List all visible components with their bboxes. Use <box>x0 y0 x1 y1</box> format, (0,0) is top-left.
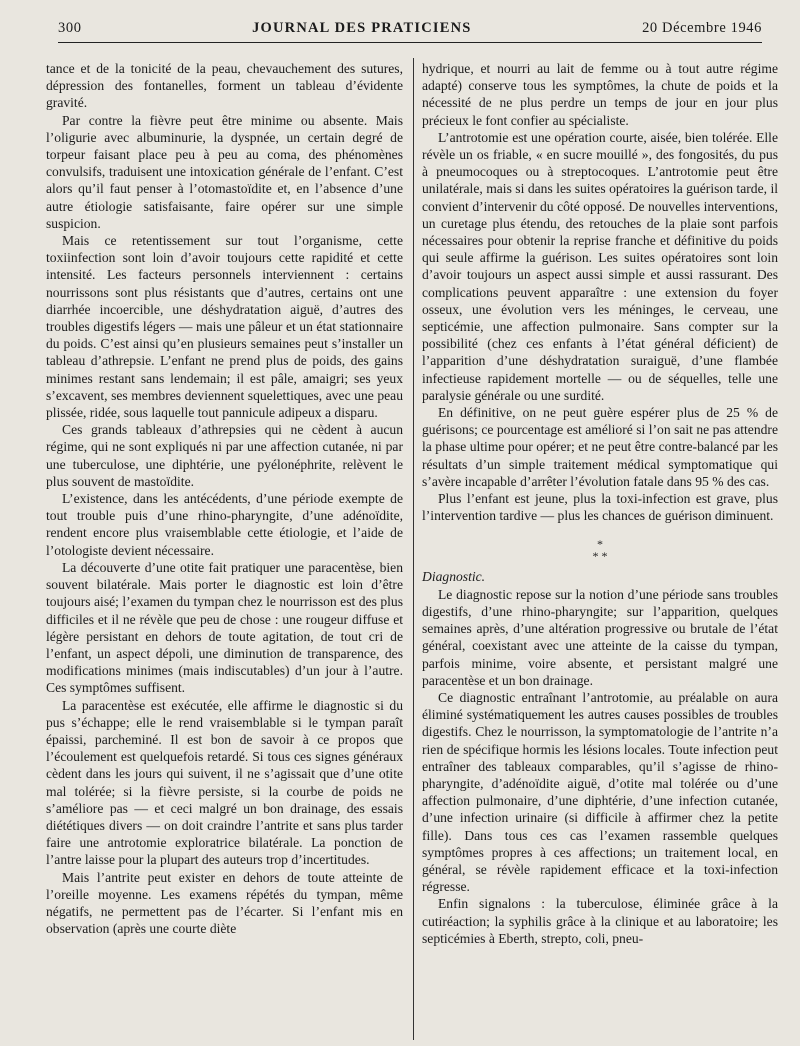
left-column <box>46 60 403 937</box>
paragraph: Plus l’enfant est jeune, plus la toxi-infection est grave, plus l’intervention tardive — plus les chances de guérison diminuent. <box>422 491 778 524</box>
paragraph: L’existence, dans les antécédents, d’une période exempte de tout trouble puis d’une rhino-pharyngite, d’une adénoïdite, rendent encore plus vraisemblable cette étiologie, et l’aide de l’otologiste devient nécessaire. <box>46 491 403 558</box>
paragraph: La paracentèse est exécutée, elle affirme le diagnostic si du pus s’échappe; elle le rend vraisemblable si le tympan paraît épaissi, parcheminé. Il est bon de savoir à ce propos que l’écoulement est quelquefois retardé. Si tous ces signes généraux cèdent dans les jours qui suivent, il ne s’agissait que d’une otite mal tolérée; si la fièvre persiste, si la courbe de poids ne s’améliore pas — et ceci malgré un bon drainage, des essais diététiques divers — on doit craindre l’antrite et sans plus tarder faire une antrotomie exploratrice bilatérale. La ponction de l’antre laisse pour la plupart des auteurs trop d’incertitudes. <box>46 697 403 868</box>
header-rule <box>58 42 762 43</box>
paragraph: Ces grands tableaux d’athrepsies qui ne cèdent à aucun régime, qui ne sont expliqués ni par une affection cutanée, ni par une tuberculose, une diphtérie, une pyélonéphrite, relèvent le plus souvent de mastoïdite. <box>46 422 403 489</box>
section-heading: Diagnostic. <box>422 569 486 585</box>
paragraph: Mais ce retentissement sur tout l’organisme, cette toxiinfection sont loin d’avoir toujours cette rapidité et cette intensité. Les facteurs personnels interviennent : certains nourrissons sont plus résistants que d’autres, certains ont une diarrhée incoercible, une déshydratation aiguë, d’autres des troubles digestifs légers — mais une pâleur et un état stationnaire du poids. C’est ainsi qu’en plusieurs semaines peut s’installer un tableau d’athrepsie. L’enfant ne prend plus de poids, des gains minimes restant sans lendemain; il est pâle, amaigri; ses yeux s’excavent, ses membres deviennent squelettiques, avec une peau plissée, ridée, sous laquelle tout pannicule adipeux a disparu. <box>46 233 403 421</box>
paragraph: Le diagnostic repose sur la notion d’une période sans troubles digestifs, d’une rhino-pharyngite; sur l’apparition, quelques semaines après, d’une altération progressive ou brutale de l’état général, coexistant avec une atteinte de la caisse du tympan, parfois minime, voire absente, et persistant malgré une paracentèse et un bon drainage. <box>422 586 778 688</box>
paragraph: tance et de la tonicité de la peau, chevauchement des sutures, dépression des fontanelles, forment un tableau d’évidente gravité. <box>46 61 403 111</box>
page-header <box>58 14 762 42</box>
paragraph: Par contre la fièvre peut être minime ou absente. Mais l’oligurie avec albuminurie, la dyspnée, un certain degré de torpeur faisant place peu à peu au coma, des phénomènes convulsifs, traduisent une intoxication générale de l’enfant. C’est alors qu’il faut penser à l’otomastoïdite et, en l’absence d’une autre étiologie satisfaisante, faire opérer sur une simple suspicion. <box>46 112 403 231</box>
paragraph: Mais l’antrite peut exister en dehors de toute atteinte de l’oreille moyenne. Les examens répétés du tympan, même négatifs, ne permettent pas de l’écarter. Si l’enfant mis en observation (après une courte diète <box>46 869 403 937</box>
paragraph: hydrique, et nourri au lait de femme ou à tout autre régime adapté) conserve tous les symptômes, la chute de poids et la nécessité de ne plus perdre un temps de jour en jour plus précieux le font confier au spécialiste. <box>422 61 778 128</box>
page-number: 300 <box>58 19 82 36</box>
paragraph: Ce diagnostic entraînant l’antrotomie, au préalable on aura éliminé systématiquement les autres causes possibles de troubles digestifs. Chez le nourrisson, la symptomatologie de l’antrite n’a rien de spécifique hormis les lésions locales. Toute infection peut entraîner des tableaux comparables, qu’il s’agisse de rhino-pharyngite, d’adénoïdite aiguë, d’otite mal tolérée ou d’une affection pulmonaire, d’une diphtérie, d’une infection cutanée, d’une infection urinaire (si difficile à affirmer chez la petite fille). Dans tous ces cas l’examen rassemble quelques symptômes propres à ces affections; un traitement local, en général, se révèle rapidement efficace et la toxi-infection régresse. <box>422 689 778 895</box>
column-divider <box>413 58 414 1040</box>
paragraph: Enfin signalons : la tuberculose, éliminée grâce à la cutiréaction; la syphilis grâce à la clinique et au laboratoire; les septicémies à Eberth, strepto, coli, pneu- <box>422 896 778 946</box>
issue-date: 20 Décembre 1946 <box>642 19 762 36</box>
paragraph: L’antrotomie est une opération courte, aisée, bien tolérée. Elle révèle un os friable, « en sucre mouillé », des fongosités, du pus à pneumocoques ou à streptocoques. L’antrotomie peut être unilatérale, mais si dans les suites opératoires la guérison tarde, il convient d’intervenir du côté opposé. De nouvelles interventions, un curetage plus étendu, des retouches de la plaie sont parfois nécessaires pour obtenir la reprise franche et définitive du poids qui seule affirme la guérison. Les suites opératoires sont loin d’avoir toujours un aspect aussi simple et aussi rassurant. Des complications peuvent apparaître : une extension du foyer osseux, une évolution vers les méninges, le cerveau, une septicémie, une affection pulmonaire. Sans compter sur la possibilité (chez ces enfants à l’état général déficient) de l’apparition d’une déshydratation suraiguë, d’une flambée infectieuse rapidement mortelle — ou de séquelles, telle une paralysie générale ou une surdité. <box>422 129 778 403</box>
paragraph: En définitive, on ne peut guère espérer plus de 25 % de guérisons; ce pourcentage est amélioré si l’on sait ne pas attendre la phase ultime pour opérer; et ne peut être contre-balancé par les résultats d’un simple traitement médical symptomatique qui s’avère incapable d’arrêter l’évolution fatale dans 95 % des cas. <box>422 405 778 489</box>
separator-stars: * * <box>592 549 608 564</box>
separator-star: * <box>597 537 603 552</box>
journal-title: JOURNAL DES PRATICIENS <box>252 19 472 36</box>
right-column <box>422 60 778 947</box>
paragraph: La découverte d’une otite fait pratiquer une paracentèse, bien souvent bilatérale. Mais porter le diagnostic est loin d’être toujours aisé; l’examen du tympan chez le nourrisson est des plus difficiles et il ne révèle que peu de chose : une rougeur diffuse et légère persistant en dehors de toute agitation, de tout cri de l’enfant, un aspect dépoli, une diminution de transparence, des modifications minimes (mais indiscutables) d’un jour à l’autre. Ces symptômes suffisent. <box>46 559 403 696</box>
section-separator <box>422 538 778 562</box>
